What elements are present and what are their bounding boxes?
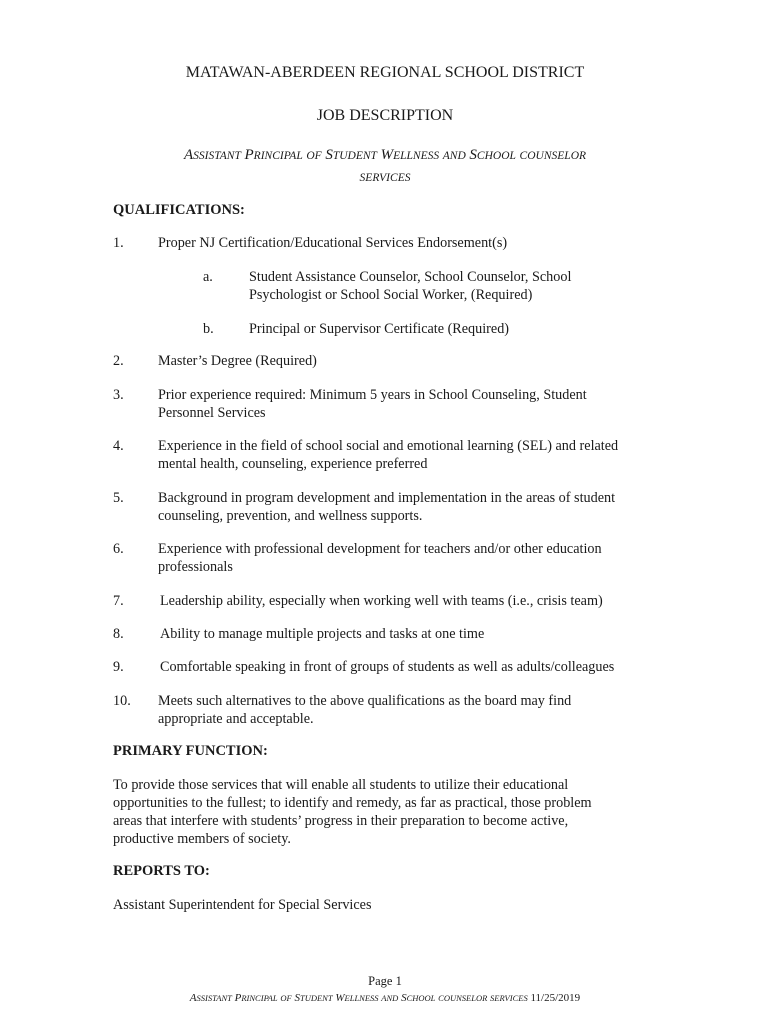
item-number: 4. xyxy=(113,438,124,454)
sub-item-text: Principal or Supervisor Certificate (Required) xyxy=(249,321,510,337)
item-number: 2. xyxy=(113,353,124,369)
reports-to-text: Assistant Superintendent for Special Services xyxy=(113,897,372,913)
footer-job-title: ASSISTANT PRINCIPAL OF STUDENT WELLNESS AND SCHOOL COUNSELOR SERVICES xyxy=(189,992,528,1004)
item-text: Comfortable speaking in front of groups of students as well as adults/colleagues xyxy=(160,659,615,675)
primary-function-heading: PRIMARY FUNCTION: xyxy=(113,743,268,759)
item-number: 9. xyxy=(113,659,124,675)
footer-date: 11/25/2019 xyxy=(530,992,581,1004)
item-number: 10. xyxy=(113,693,131,709)
item-number: 3. xyxy=(113,387,124,403)
item-text: Meets such alternatives to the above qualifications as the board may find appropriate and acceptable. xyxy=(158,693,572,727)
item-number: 1. xyxy=(113,235,124,251)
qualifications-heading: QUALIFICATIONS: xyxy=(113,202,245,218)
item-number: 6. xyxy=(113,541,124,557)
footer-title xyxy=(0,989,770,1007)
district-name: MATAWAN-ABERDEEN REGIONAL SCHOOL DISTRICT xyxy=(185,64,585,81)
page-number: Page 1 xyxy=(368,974,402,988)
item-text: Leadership ability, especially when working well with teams (i.e., crisis team) xyxy=(160,593,603,609)
sub-item-letter: b. xyxy=(203,321,214,337)
job-title-line-2 xyxy=(0,168,770,187)
item-text: Experience with professional development for teachers and/or other education professionals xyxy=(158,541,602,575)
job-title-text-2: SERVICES xyxy=(359,172,411,184)
item-text: Master’s Degree (Required) xyxy=(158,353,317,369)
job-title-line-1 xyxy=(0,146,770,165)
item-text: Experience in the field of school social and emotional learning (SEL) and related mental health, counseling, experience preferred xyxy=(158,438,619,472)
item-text: Background in program development and implementation in the areas of student counseling, prevention, and wellness supports. xyxy=(158,490,616,524)
item-text: Proper NJ Certification/Educational Services Endorsement(s) xyxy=(158,235,508,251)
sub-item-text: Student Assistance Counselor, School Counselor, School Psychologist or School Social Worker, (Required) xyxy=(249,269,572,303)
item-number: 5. xyxy=(113,490,124,506)
reports-to-heading: REPORTS TO: xyxy=(113,863,210,879)
item-number: 7. xyxy=(113,593,124,609)
job-title-text-1: ASSISTANT PRINCIPAL OF STUDENT WELLNESS AND SCHOOL COUNSELOR xyxy=(183,147,587,163)
primary-function-text: To provide those services that will enable all students to utilize their educational opportunities to the fullest; to identify and remedy, as far as practical, those problem areas that interfere with students’ progress in their preparation to become active, productive members of society. xyxy=(113,777,592,847)
document-type: JOB DESCRIPTION xyxy=(316,107,454,124)
sub-item-letter: a. xyxy=(203,269,213,285)
item-text: Ability to manage multiple projects and tasks at one time xyxy=(160,626,485,642)
item-number: 8. xyxy=(113,626,124,642)
item-text: Prior experience required: Minimum 5 years in School Counseling, Student Personnel Services xyxy=(158,387,587,421)
